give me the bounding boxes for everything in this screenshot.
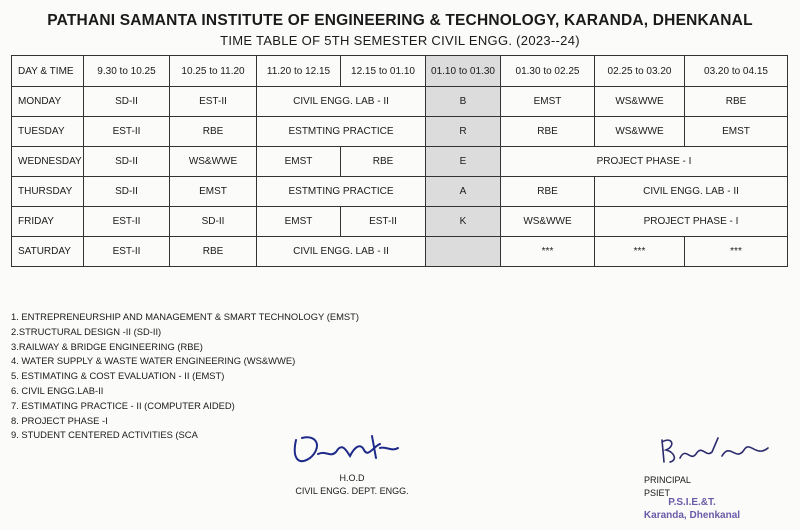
header-cell: 9.30 to 10.25 [84,56,170,87]
period-cell: SD-II [84,147,170,177]
legend-item: 7. ESTIMATING PRACTICE - II (COMPUTER AIDED) [11,399,235,411]
principal-signature [656,432,776,472]
row-tuesday [12,117,788,147]
stamp-institute: P.S.I.E.&T. [668,497,716,508]
hod-signature [288,428,408,470]
header-cell: 10.25 to 11.20 [170,56,257,87]
period-cell: EST-II [341,207,426,237]
period-cell: EST-II [84,117,170,147]
period-cell: EMST [257,207,341,237]
break-cell: K [426,207,501,237]
institute-title: PATHANI SAMANTA INSTITUTE OF ENGINEERING & TECHNOLOGY, KARANDA, DHENKANAL [47,12,753,29]
timetable [11,55,788,267]
period-cell: SD-II [170,207,257,237]
stamp-location: Karanda, Dhenkanal [643,510,741,521]
hod-department: CIVIL ENGG. DEPT. ENGG. [295,486,409,496]
period-cell: RBE [170,237,257,267]
row-thursday [12,177,788,207]
period-cell: EMST [685,117,788,147]
header-cell: DAY & TIME [12,56,84,87]
period-cell: ESTMTING PRACTICE [257,117,426,147]
day-cell: SATURDAY [12,237,84,267]
day-cell: MONDAY [12,87,84,117]
hod-block [262,472,442,498]
header-cell: 11.20 to 12.15 [257,56,341,87]
row-wednesday [12,147,788,177]
row-monday [12,87,788,117]
break-cell: E [426,147,501,177]
subject-legend [11,310,359,443]
period-cell: SD-II [84,177,170,207]
break-cell: B [426,87,501,117]
legend-item: 4. WATER SUPPLY & WASTE WATER ENGINEERING (WS&WWE) [11,355,296,367]
period-cell: *** [685,237,788,267]
period-cell: EMST [170,177,257,207]
period-cell: CIVIL ENGG. LAB - II [595,177,788,207]
period-cell: EST-II [84,237,170,267]
period-cell: WS&WWE [595,87,685,117]
break-cell [426,237,501,267]
period-cell: RBE [501,177,595,207]
period-cell: PROJECT PHASE - I [501,147,788,177]
principal-institute: PSIET [644,488,671,498]
legend-item: 6. CIVIL ENGG.LAB-II [11,384,104,396]
break-cell: R [426,117,501,147]
period-cell: CIVIL ENGG. LAB - II [257,237,426,267]
period-cell: WS&WWE [595,117,685,147]
period-cell: *** [501,237,595,267]
header-cell: 01.10 to 01.30 [426,56,501,87]
legend-item: 3.RAILWAY & BRIDGE ENGINEERING (RBE) [11,340,203,352]
header-cell: 01.30 to 02.25 [501,56,595,87]
period-cell: EST-II [84,207,170,237]
period-cell: WS&WWE [501,207,595,237]
header-row [12,56,788,87]
legend-item: 9. STUDENT CENTERED ACTIVITIES (SCA [11,429,198,441]
header-cell: 12.15 to 01.10 [341,56,426,87]
hod-title: H.O.D [339,473,365,483]
row-saturday [12,237,788,267]
day-cell: FRIDAY [12,207,84,237]
principal-title: PRINCIPAL [644,475,691,485]
legend-item: 5. ESTIMATING & COST EVALUATION - II (EMST) [11,370,225,382]
period-cell: EMST [257,147,341,177]
period-cell: RBE [170,117,257,147]
period-cell: RBE [341,147,426,177]
period-cell: EMST [501,87,595,117]
row-friday [12,207,788,237]
header-cell: 03.20 to 04.15 [685,56,788,87]
period-cell: EST-II [170,87,257,117]
period-cell: CIVIL ENGG. LAB - II [257,87,426,117]
period-cell: SD-II [84,87,170,117]
legend-item: 2.STRUCTURAL DESIGN -II (SD-II) [11,325,162,337]
period-cell: ESTMTING PRACTICE [257,177,426,207]
legend-item: 8. PROJECT PHASE -I [11,414,108,426]
day-cell: THURSDAY [12,177,84,207]
period-cell: *** [595,237,685,267]
period-cell: RBE [685,87,788,117]
timetable-subtitle: TIME TABLE OF 5TH SEMESTER CIVIL ENGG. (2023--24) [220,33,580,48]
period-cell: PROJECT PHASE - I [595,207,788,237]
break-cell: A [426,177,501,207]
header-cell: 02.25 to 03.20 [595,56,685,87]
day-cell: WEDNESDAY [12,147,84,177]
period-cell: RBE [501,117,595,147]
principal-stamp [622,496,762,522]
legend-item: 1. ENTREPRENEURSHIP AND MANAGEMENT & SMART TECHNOLOGY (EMST) [11,311,359,322]
period-cell: WS&WWE [170,147,257,177]
day-cell: TUESDAY [12,117,84,147]
